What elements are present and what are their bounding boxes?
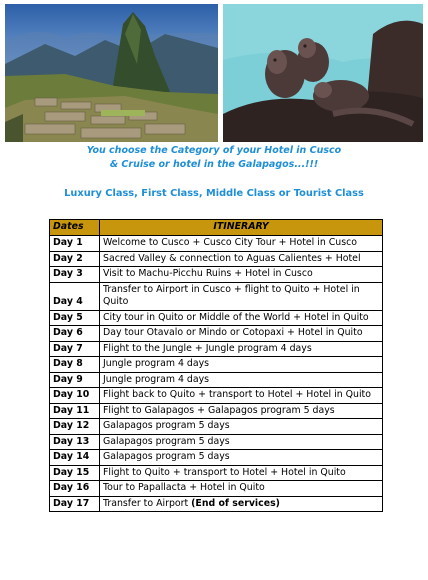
itinerary-cell — [100, 465, 383, 481]
itinerary-text: Galapagos program 5 days — [103, 451, 230, 462]
itinerary-text: Transfer to Airport — [103, 497, 192, 509]
table-row — [50, 267, 383, 283]
day-cell: Day 9 — [50, 372, 100, 388]
itinerary-cell — [100, 450, 383, 466]
itinerary-cell — [100, 251, 383, 267]
table-row — [50, 419, 383, 435]
table-row — [50, 357, 383, 373]
table-row — [50, 465, 383, 481]
photo-strip — [5, 4, 423, 142]
table-row — [50, 388, 383, 404]
itinerary-table — [49, 219, 383, 512]
itinerary-cell — [100, 357, 383, 373]
day-cell: Day 10 — [50, 388, 100, 404]
day-cell: Day 3 — [50, 267, 100, 283]
day-cell: Day 8 — [50, 357, 100, 373]
itinerary-text: Welcome to Cusco + Cusco City Tour + Hotel in Cusco — [103, 237, 358, 248]
day-cell: Day 7 — [50, 341, 100, 357]
itinerary-text: Jungle program 4 days — [103, 358, 210, 369]
machu-picchu-photo — [5, 4, 218, 142]
itinerary-text: Flight to the Jungle + Jungle program 4 days — [103, 342, 312, 354]
day-cell: Day 12 — [50, 419, 100, 435]
itinerary-text: Galapagos program 5 days — [103, 420, 230, 431]
itinerary-cell — [100, 282, 383, 310]
day-cell: Day 11 — [50, 403, 100, 419]
table-row — [50, 310, 383, 326]
itinerary-text: Visit to Machu-Picchu Ruins + Hotel in Cusco — [103, 268, 313, 279]
hotel-category-caption-line2: & Cruise or hotel in the Galapagos...!!! — [109, 159, 319, 170]
itinerary-cell — [100, 419, 383, 435]
hotel-category-caption-line1: You choose the Category of your Hotel in Cusco — [86, 145, 342, 156]
table-row — [50, 341, 383, 357]
itinerary-cell — [100, 372, 383, 388]
day-cell: Day 16 — [50, 481, 100, 497]
day-cell: Day 17 — [50, 496, 100, 512]
day-cell: Day 13 — [50, 434, 100, 450]
day-cell: Day 1 — [50, 236, 100, 252]
iguana-photo — [223, 4, 423, 142]
table-row — [50, 282, 383, 310]
itinerary-text: Flight to Galapagos + Galapagos program 5 days — [103, 404, 335, 416]
table-row — [50, 481, 383, 497]
itinerary-cell — [100, 403, 383, 419]
day-cell: Day 15 — [50, 465, 100, 481]
itinerary-text: Flight back to Quito + transport to Hotel + Hotel in Quito — [103, 389, 371, 400]
itinerary-cell — [100, 326, 383, 342]
itinerary-cell — [100, 496, 383, 512]
day-cell: Day 6 — [50, 326, 100, 342]
day-cell: Day 14 — [50, 450, 100, 466]
table-row — [50, 450, 383, 466]
itinerary-text: Sacred Valley & connection to Aguas Calientes + Hotel — [103, 252, 361, 264]
table-row — [50, 326, 383, 342]
day-cell: Day 4 — [50, 282, 100, 310]
itinerary-cell — [100, 341, 383, 357]
day-cell: Day 5 — [50, 310, 100, 326]
table-row — [50, 236, 383, 252]
itinerary-header: ITINERARY — [100, 220, 383, 236]
itinerary-cell — [100, 434, 383, 450]
itinerary-cell — [100, 236, 383, 252]
itinerary-body — [50, 236, 383, 512]
itinerary-cell — [100, 388, 383, 404]
day-cell: Day 2 — [50, 251, 100, 267]
dates-header: Dates — [50, 220, 100, 236]
itinerary-cell — [100, 267, 383, 283]
itinerary-cell — [100, 481, 383, 497]
itinerary-text: Day tour Otavalo or Mindo or Cotopaxi + Hotel in Quito — [103, 327, 363, 338]
itinerary-text: Flight to Quito + transport to Hotel + Hotel in Quito — [103, 466, 346, 478]
itinerary-text: Galapagos program 5 days — [103, 435, 230, 447]
table-header-row — [50, 220, 383, 236]
table-row — [50, 496, 383, 512]
table-row — [50, 403, 383, 419]
table-row — [50, 372, 383, 388]
itinerary-text: Jungle program 4 days — [103, 373, 210, 385]
itinerary-cell — [100, 310, 383, 326]
table-row — [50, 251, 383, 267]
end-of-services-note: (End of services) — [191, 497, 280, 509]
itinerary-text: City tour in Quito or Middle of the World + Hotel in Quito — [103, 311, 369, 323]
itinerary-text: Tour to Papallacta + Hotel in Quito — [103, 482, 265, 493]
class-options-caption: Luxury Class, First Class, Middle Class or Tourist Class — [64, 188, 364, 199]
table-row — [50, 434, 383, 450]
itinerary-text: Transfer to Airport in Cusco + flight to Quito + Hotel in Quito — [103, 283, 360, 307]
